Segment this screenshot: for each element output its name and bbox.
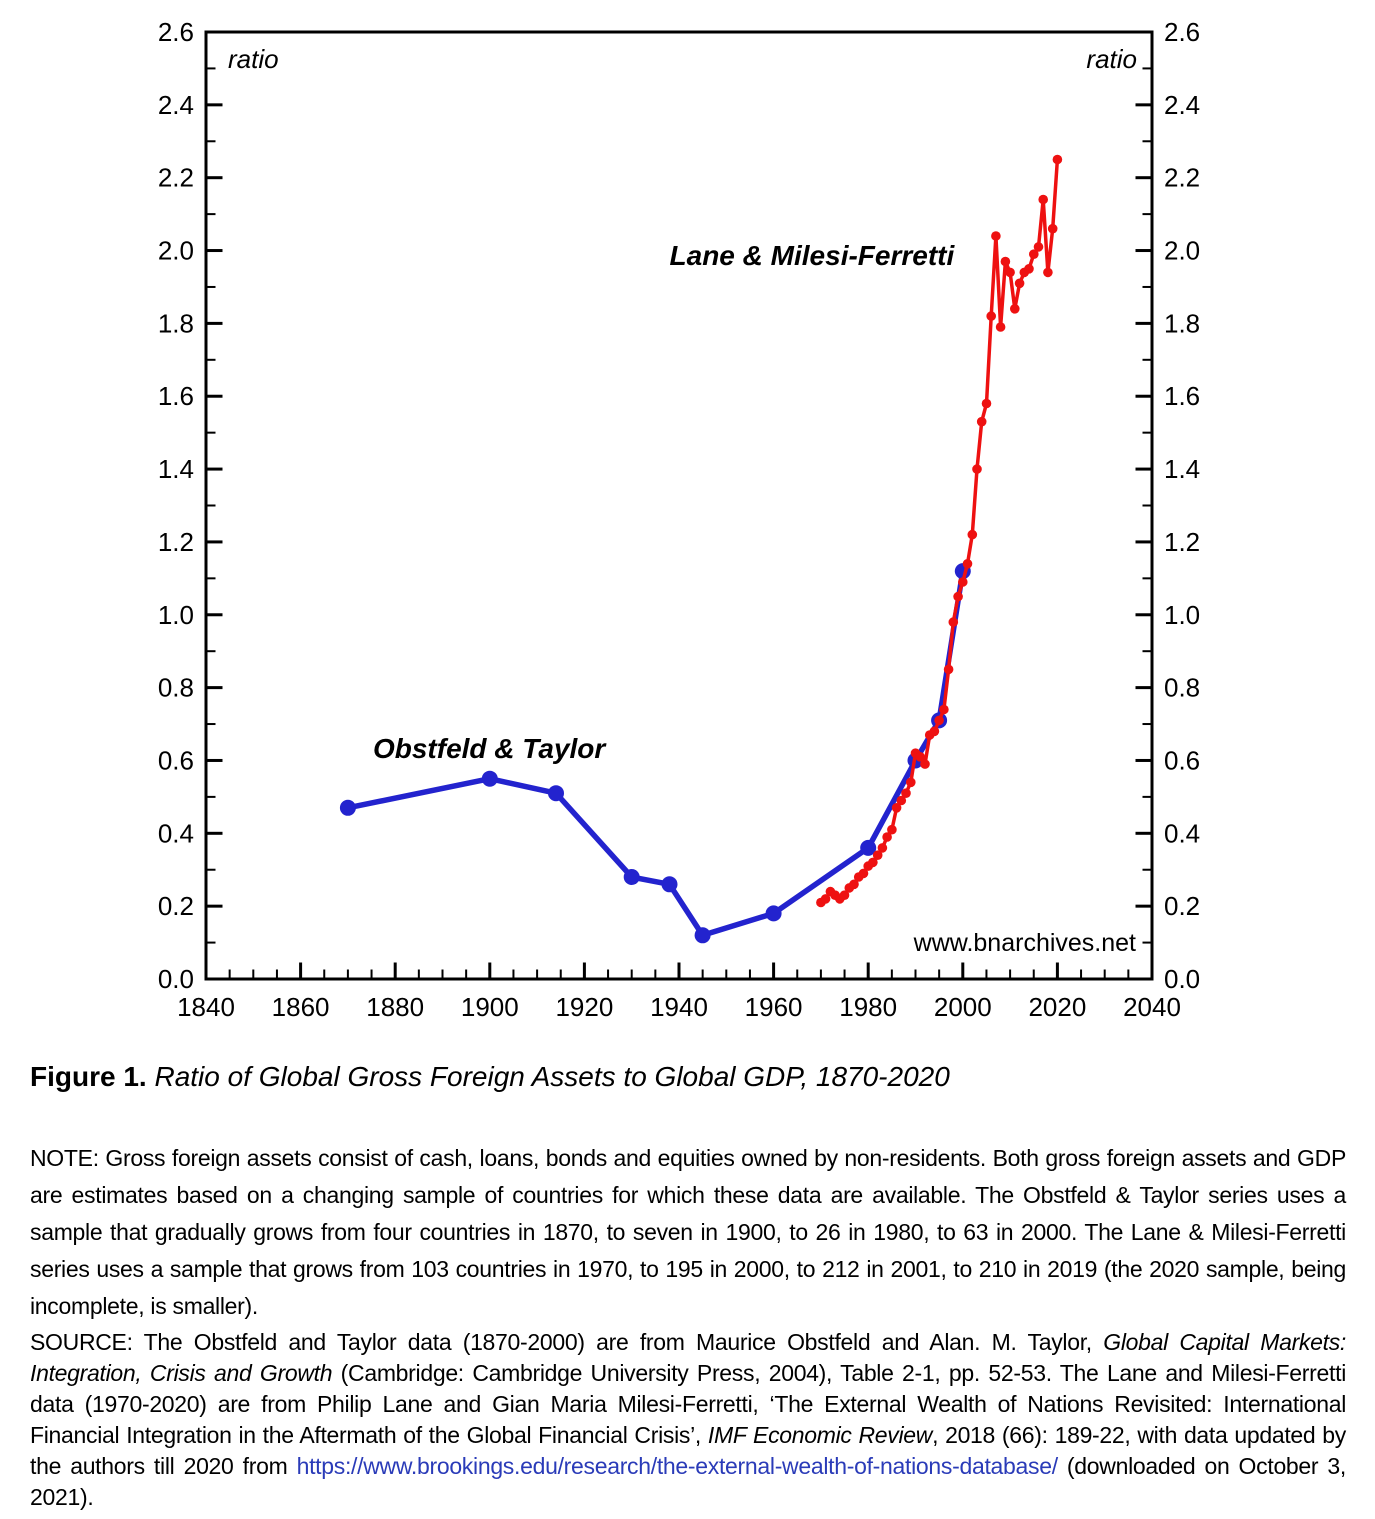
series-point-lane-milesi-ferretti [996, 322, 1006, 332]
brookings-link[interactable]: https://www.brookings.edu/research/the-external-wealth-of-nations-database/ [296, 1453, 1058, 1479]
y-axis-label-left: 2.4 [157, 89, 194, 120]
series-point-lane-milesi-ferretti [986, 311, 996, 321]
series-point-obstfeld-taylor [548, 785, 564, 801]
y-axis-label-left: 1.2 [157, 526, 194, 557]
source-journal-title: IMF Economic Review [707, 1422, 933, 1448]
series-point-lane-milesi-ferretti [906, 778, 916, 788]
series-point-lane-milesi-ferretti [949, 617, 959, 627]
series-point-lane-milesi-ferretti [1048, 224, 1058, 234]
series-point-obstfeld-taylor [695, 927, 711, 943]
series-point-lane-milesi-ferretti [1001, 257, 1011, 267]
series-point-lane-milesi-ferretti [878, 843, 888, 853]
series-point-lane-milesi-ferretti [944, 665, 954, 675]
source-text-3: , 2018 (66): 189-22, with data updated by the authors till 2020 from [30, 1422, 1346, 1479]
series-annotation: Lane & Milesi-Ferretti [669, 240, 955, 272]
series-point-lane-milesi-ferretti [953, 592, 963, 602]
series-point-lane-milesi-ferretti [887, 825, 897, 835]
y-axis-label-right: 1.6 [1164, 381, 1201, 412]
series-point-lane-milesi-ferretti [1043, 268, 1053, 278]
y-axis-unit-right: ratio [1086, 44, 1137, 74]
series-point-lane-milesi-ferretti [920, 759, 930, 769]
series-point-lane-milesi-ferretti [1034, 242, 1044, 252]
y-axis-label-left: 1.0 [157, 599, 194, 630]
series-point-lane-milesi-ferretti [1005, 268, 1015, 278]
y-axis-label-left: 1.4 [157, 454, 194, 485]
y-axis-label-right: 1.0 [1164, 599, 1201, 630]
series-point-lane-milesi-ferretti [963, 559, 973, 569]
y-axis-label-left: 2.0 [157, 235, 194, 266]
source-text-4: (downloaded on October 3, 2021). [30, 1453, 1346, 1510]
series-point-lane-milesi-ferretti [958, 577, 968, 587]
series-point-lane-milesi-ferretti [901, 788, 911, 798]
x-axis-label: 1860 [271, 992, 330, 1022]
x-axis-label: 1980 [839, 992, 898, 1022]
figure-caption-label: Figure 1. [30, 1061, 147, 1092]
y-axis-label-right: 1.4 [1164, 454, 1201, 485]
y-axis-label-right: 1.2 [1164, 526, 1201, 557]
x-axis-label: 1880 [366, 992, 425, 1022]
series-point-obstfeld-taylor [340, 800, 356, 816]
source-paragraph [30, 1327, 1346, 1513]
x-axis-label: 2000 [933, 992, 992, 1022]
y-axis-label-right: 0.4 [1164, 818, 1201, 849]
figure-caption-title: Ratio of Global Gross Foreign Assets to Global GDP, 1870-2020 [146, 1061, 950, 1092]
series-point-lane-milesi-ferretti [982, 399, 992, 409]
x-axis-label: 1840 [177, 992, 235, 1022]
source-book-title: Global Capital Markets: Integration, Crisis and Growth [30, 1329, 1346, 1386]
y-axis-label-right: 0.6 [1164, 745, 1201, 776]
source-text-2: (Cambridge: Cambridge University Press, 2004), Table 2-1, pp. 52-53. The Lane and Milesi-Ferretti data (1970-2020) are from Philip Lane and Gian Maria Milesi-Ferretti, ‘The External Wealth of Nations Revisited: International Financial Integration in the Aftermath of the Global Financial Crisis’, [30, 1360, 1346, 1448]
x-axis-label: 1900 [460, 992, 519, 1022]
y-axis-unit-left: ratio [228, 44, 279, 74]
y-axis-label-right: 2.0 [1164, 235, 1201, 266]
y-axis-label-left: 2.2 [157, 162, 194, 193]
y-axis-label-left: 0.0 [157, 964, 194, 994]
series-point-lane-milesi-ferretti [934, 716, 944, 726]
series-point-lane-milesi-ferretti [972, 464, 982, 474]
source-text-1: SOURCE: The Obstfeld and Taylor data (1870-2000) are from Maurice Obstfeld and Alan. M. Taylor, [30, 1329, 1104, 1355]
y-axis-label-right: 2.2 [1164, 162, 1201, 193]
note-text: NOTE: Gross foreign assets consist of cash, loans, bonds and equities owned by non-residents. Both gross foreign assets and GDP are estimates based on a changing sample of countries for which these data are available. The Obstfeld & Taylor series uses a sample that gradually grows from four countries in 1870, to seven in 1900, to 26 in 1980, to 63 in 2000. The Lane & Milesi-Ferretti series uses a sample that grows from 103 countries in 1970, to 195 in 2000, to 212 in 2001, to 210 in 2019 (the 2020 sample, being incomplete, is smaller). [30, 1145, 1346, 1319]
y-axis-label-right: 1.8 [1164, 308, 1201, 339]
watermark-url: www.bnarchives.net [913, 929, 1136, 957]
y-axis-label-left: 1.6 [157, 381, 194, 412]
y-axis-label-right: 0.8 [1164, 672, 1201, 703]
series-point-lane-milesi-ferretti [991, 231, 1001, 241]
series-annotation: Obstfeld & Taylor [372, 732, 606, 764]
series-point-obstfeld-taylor [624, 869, 640, 885]
series-point-lane-milesi-ferretti [1038, 195, 1048, 205]
series-point-lane-milesi-ferretti [939, 705, 949, 715]
y-axis-label-left: 0.8 [157, 672, 194, 703]
x-axis-label: 2020 [1028, 992, 1087, 1022]
y-axis-label-left: 0.2 [157, 891, 194, 922]
y-axis-label-right: 0.0 [1164, 964, 1201, 994]
series-point-obstfeld-taylor [482, 771, 498, 787]
series-point-lane-milesi-ferretti [1024, 264, 1034, 274]
series-point-lane-milesi-ferretti [1015, 279, 1025, 289]
y-axis-label-left: 0.4 [157, 818, 194, 849]
figure-caption [30, 1060, 1345, 1094]
x-axis-label: 1920 [555, 992, 614, 1022]
x-axis-label: 1960 [744, 992, 803, 1022]
series-point-lane-milesi-ferretti [1010, 304, 1020, 314]
series-point-lane-milesi-ferretti [977, 417, 987, 427]
series-point-lane-milesi-ferretti [1053, 155, 1063, 165]
series-point-obstfeld-taylor [662, 876, 678, 892]
y-axis-label-left: 0.6 [157, 745, 194, 776]
x-axis-label: 1940 [650, 992, 708, 1022]
x-axis-label: 2040 [1123, 992, 1181, 1022]
series-point-lane-milesi-ferretti [930, 727, 940, 737]
y-axis-label-right: 2.6 [1164, 17, 1201, 47]
y-axis-label-right: 0.2 [1164, 891, 1201, 922]
y-axis-label-left: 2.6 [157, 17, 194, 47]
y-axis-label-left: 1.8 [157, 308, 194, 339]
note-paragraph [30, 1140, 1346, 1325]
series-point-obstfeld-taylor [766, 905, 782, 921]
series-point-lane-milesi-ferretti [968, 530, 978, 540]
y-axis-label-right: 2.4 [1164, 89, 1201, 120]
